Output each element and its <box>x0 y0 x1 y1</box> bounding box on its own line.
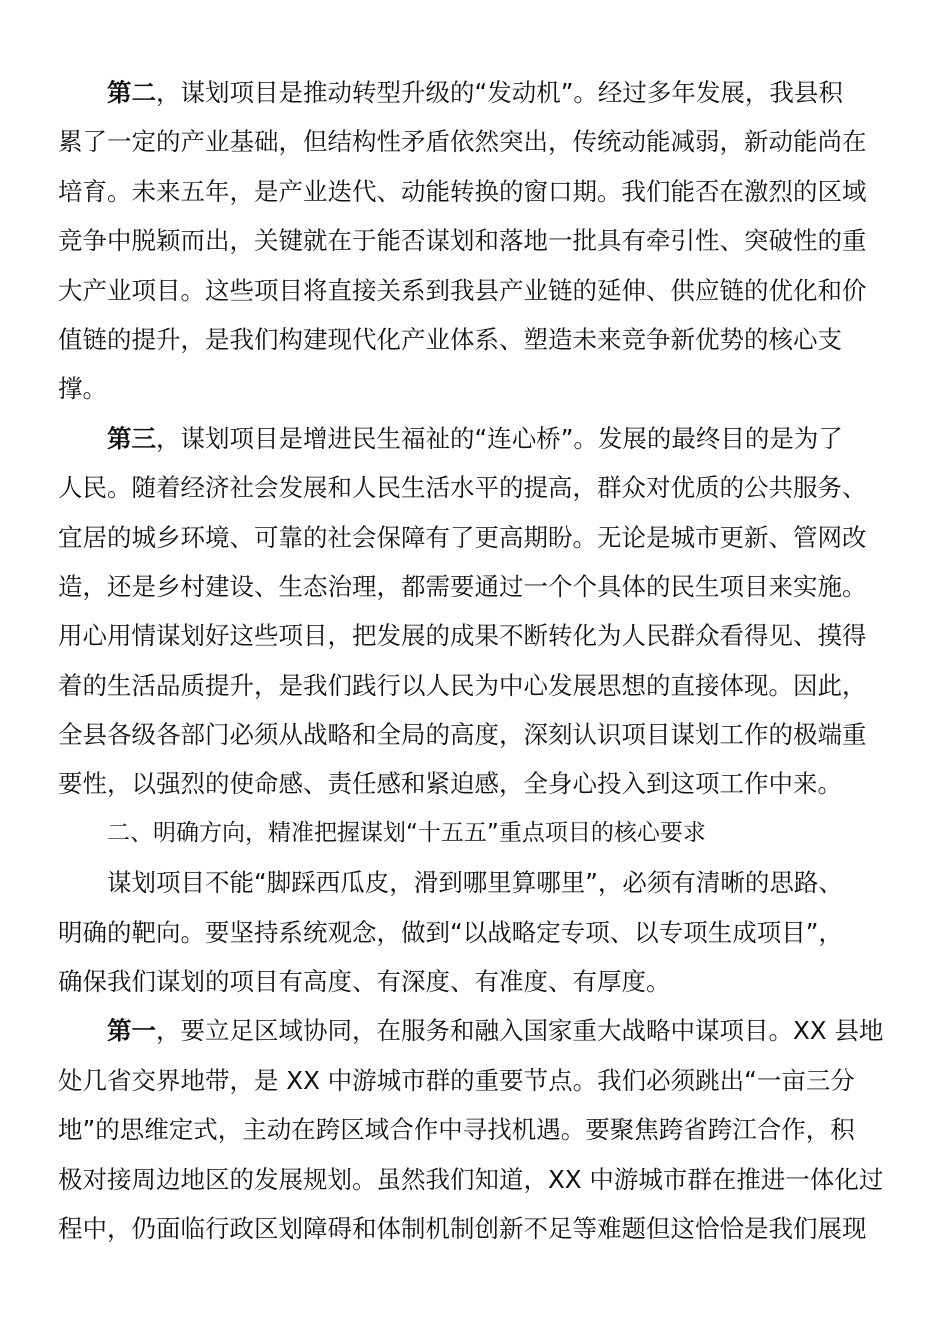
paragraph-line <box>58 1006 894 1055</box>
paragraph-line: 大产业项目。这些项目将直接关系到我县产业链的延伸、供应链的优化和价 <box>58 275 867 305</box>
paragraph-line <box>58 414 894 463</box>
line-text: ，谋划项目是推动转型升级的“发动机”。经过多年发展，我县积 <box>156 78 843 107</box>
paragraph-line: 处几省交界地带，是 XX 中游城市群的重要节点。我们必须跳出“一亩三分 <box>58 1065 855 1095</box>
document-page <box>58 68 894 1253</box>
section-heading: 二、明确方向，精准把握谋划“十五五”重点项目的核心要求 <box>107 819 706 846</box>
paragraph-line: 累了一定的产业基础，但结构性矛盾依然突出，传统动能减弱，新动能尚在 <box>58 127 867 157</box>
bold-lead: 第一 <box>107 1016 156 1046</box>
paragraph-line: 着的生活品质提升，是我们践行以人民为中心发展思想的直接体现。因此， <box>58 670 867 700</box>
paragraph-line: 人民。随着经济社会发展和人民生活水平的提高，群众对优质的公共服务、 <box>58 473 867 503</box>
bold-lead: 第三 <box>107 423 156 453</box>
paragraph-line: 要性，以强烈的使命感、责任感和紧迫感，全身心投入到这项工作中来。 <box>58 769 842 799</box>
paragraph-line: 值链的提升，是我们构建现代化产业体系、塑造未来竞争新优势的核心支 <box>58 324 842 354</box>
line-text: ，谋划项目是增进民生福祉的“连心桥”。发展的最终目的是为了 <box>156 423 843 453</box>
paragraph-line: 培育。未来五年，是产业迭代、动能转换的窗口期。我们能否在激烈的区域 <box>58 176 867 206</box>
paragraph-line: 用心用情谋划好这些项目，把发展的成果不断转化为人民群众看得见、摸得 <box>58 621 867 651</box>
paragraph-line: 撑。 <box>58 374 107 404</box>
paragraph-line: 全县各级各部门必须从战略和全局的高度，深刻认识项目谋划工作的极端重 <box>58 720 867 750</box>
paragraph-line: 明确的靶向。要坚持系统观念，做到“以战略定专项、以专项生成项目”， <box>58 917 843 947</box>
bold-lead: 第二 <box>107 78 156 107</box>
paragraph-line: 确保我们谋划的项目有高度、有深度、有准度、有厚度。 <box>58 967 671 997</box>
paragraph-line: 程中，仍面临行政区划障碍和体制机制创新不足等难题但这恰恰是我们展现 <box>58 1213 867 1243</box>
paragraph-line: 谋划项目不能“脚踩西瓜皮，滑到哪里算哪里”，必须有清晰的思路、 <box>107 868 843 898</box>
paragraph-line: 地”的思维定式，主动在跨区域合作中寻找机遇。要聚焦跨省跨江合作，积 <box>58 1115 855 1145</box>
paragraph-line: 极对接周边地区的发展规划。虽然我们知道，XX 中游城市群在推进一体化过 <box>58 1164 884 1194</box>
paragraph-line <box>58 68 894 117</box>
paragraph-line: 宜居的城乡环境、可靠的社会保障有了更高期盼。无论是城市更新、管网改 <box>58 522 867 552</box>
paragraph-line: 造，还是乡村建设、生态治理，都需要通过一个个具体的民生项目来实施。 <box>58 571 867 601</box>
paragraph-line: 竞争中脱颖而出，关键就在于能否谋划和落地一批具有牵引性、突破性的重 <box>58 226 867 256</box>
line-text: ，要立足区域协同，在服务和融入国家重大战略中谋项目。XX 县地 <box>156 1016 884 1046</box>
